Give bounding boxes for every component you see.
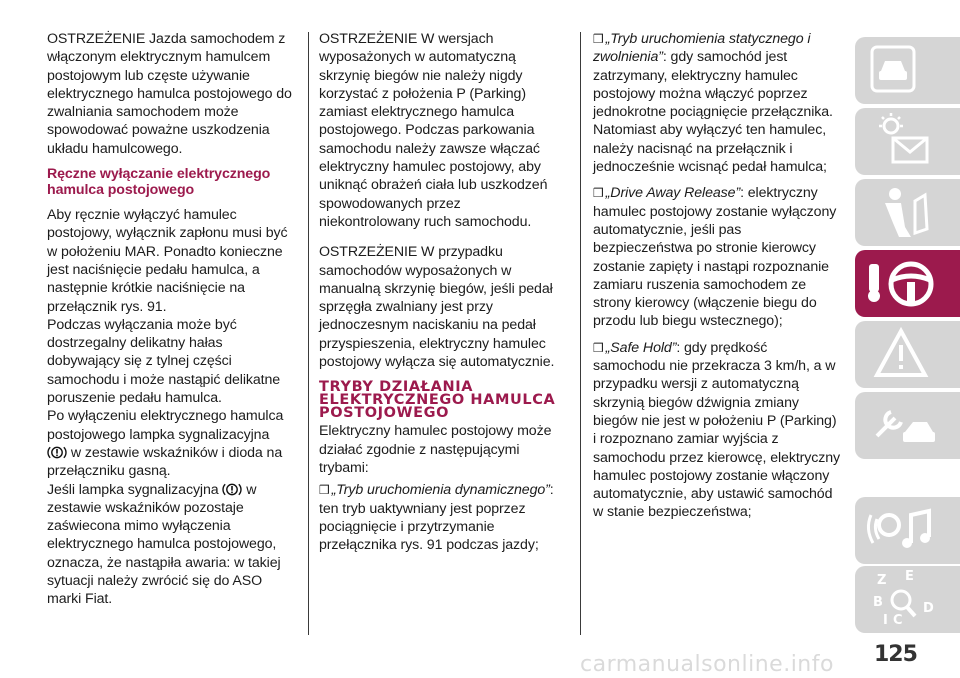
chapter-tab-safety[interactable] [855,179,960,246]
checkbox-bullet-icon: ❒ [593,340,604,355]
warning-paragraph-1: OSTRZEŻENIE Jazda samochodem z włączonym elektrycznym hamulcem postojowym lub częste używanie elektrycznego hamulca postojowego do zwalniania samochodem może spowodować poważne uszkodzenia układu hamulcowego. [47,31,292,157]
parking-brake-lamp-icon [47,445,67,460]
svg-text:D: D [923,601,934,616]
column-divider [580,32,581,635]
page-number: 125 [874,642,917,667]
mode-name: „Tryb uruchomienia dynamicznego” [331,482,550,499]
column-2 [319,30,565,562]
multimedia-icon [855,497,960,564]
lamp-off-text-b: w zestawie wskaźników i dioda na przełączniku gasną. [47,444,283,480]
key-steering-wheel-icon [855,250,960,317]
checkbox-bullet-icon: ❒ [319,483,330,498]
list-item-mode-dynamic [319,481,565,554]
mode-description: : gdy prędkość samochodu nie przekracza 3 km/h, a w przypadku wersji z automatyczną skrzynią biegów dźwignia zmiany biegów nie jest w położeniu P (Parking) i rozpoznano zamiar wyjścia z samochodu przez kierowcę, elektryczny hamulec postojowy zostanie włączony automatycznie, aby ustawić samochód w stanie bezpieczeństwa; [593,339,841,521]
mode-name: „Tryb uruchomienia statycznego i zwolnienia” [593,31,811,66]
chapter-tab-multimedia[interactable] [855,497,960,564]
column-divider [308,32,309,635]
lamp-failure-text-a: Jeśli lampka sygnalizacyjna [47,481,219,498]
paragraph-modes-intro: Elektryczny hamulec postojowy może działać zgodnie z następującymi trybami: [319,423,552,476]
warning-paragraph-3: OSTRZEŻENIE W przypadku samochodów wyposażonych w manualną skrzynię biegów, jeśli pedał sprzęgła zwalniany jest przy jednoczesnym naciskaniu na pedał przyspieszenia, elektryczny hamulec postojowy wyłącza się automatycznie. [319,244,555,371]
mode-name: „Drive Away Release” [605,185,741,202]
warning-paragraph-2: OSTRZEŻENIE W wersjach wyposażonych w automatyczną skrzynię biegów nie należy nigdy korzystać z położenia P (Parking) zamiast elektrycznego hamulca postojowego. Podczas parkowania samochodu należy zawsze włączać elektryczny hamulec postojowy, aby uniknąć obrażeń ciała lub uszkodzeń spowodowanych przez niekontrolowany ruch samochodu. [319,31,548,230]
warning-triangle-icon [855,321,960,388]
watermark: carmanualsonline.info [580,652,834,677]
list-item-mode-safe-hold [593,339,843,522]
checkbox-bullet-icon: ❒ [593,32,604,46]
car-dashboard-icon [855,37,960,104]
svg-text:I: I [883,613,888,628]
svg-text:Z: Z [877,573,887,588]
wrench-car-icon [855,392,960,459]
chapter-tab-starting-driving[interactable] [855,250,960,317]
chapter-tab-maintenance[interactable] [855,392,960,459]
paragraph-lamp-failure [47,481,299,609]
checkbox-bullet-icon: ❒ [593,186,604,201]
mode-description: : ten tryb uaktywniany jest poprzez pociągnięcie i przytrzymanie przełącznika rys. 91 podczas jazdy; [319,482,554,554]
mode-name: „Safe Hold” [605,339,677,356]
mode-description: : elektryczny hamulec postojowy zostanie wyłączony automatycznie, jeśli pas bezpieczeństwa po stronie kierowcy zostanie zapięty i nastąpi rozpoznanie zamiaru ruszenia samochodem ze strony kierowcy (włączenie biegu do przodu lub biegu wstecznego); [593,185,837,330]
chapter-tab-emergency[interactable] [855,321,960,388]
list-item-mode-drive-away [593,184,843,330]
chapter-tab-lights[interactable] [855,108,960,175]
alphabetical-index-icon [855,566,960,633]
section-title-modes: TRYBY DZIAŁANIA ELEKTRYCZNEGO HAMULCA POSTOJOWEGO [319,379,556,422]
lamp-failure-text-b: w zestawie wskaźników pozostaje zaświecona mimo wyłączenia elektrycznego hamulca postojowego, oznacza, że nastąpiła awaria: w takiej sytuacji należy zwrócić się do ASO marki Fiat. [47,481,281,608]
column-3 [593,30,843,530]
svg-text:B: B [873,595,883,610]
chapter-tab-dashboard[interactable] [855,37,960,104]
svg-text:C: C [893,613,903,628]
column-1 [47,30,299,609]
parking-brake-lamp-icon [222,482,242,497]
list-item-mode-static [593,30,843,176]
lamp-off-text-a: Po wyłączeniu elektrycznego hamulca postojowego lampka sygnalizacyjna [47,408,284,443]
seatbelt-airbag-icon [855,179,960,246]
lights-mail-icon [855,108,960,175]
mode-description: : gdy samochód jest zatrzymany, elektryczny hamulec postojowy można włączyć poprzez jednokrotne pociągnięcie przełącznika. Natomiast aby wyłączyć ten hamulec, należy nacisnąć na przełącznik i jednocześnie wcisnąć pedał hamulca; [593,49,833,176]
chapter-tab-index[interactable] [855,566,960,633]
paragraph-manual-release: Aby ręcznie wyłączyć hamulec postojowy, wyłącznik zapłonu musi być w położeniu MAR. Ponadto konieczne jest naciśnięcie pedału hamulca, a następnie krótkie naciśnięcie na przełącznik rys. 91. [47,207,288,315]
svg-text:E: E [905,569,914,584]
subheading-manual-release: Ręczne wyłączanie elektrycznego hamulca postojowego [47,166,271,199]
paragraph-noise: Podczas wyłączania może być dostrzegalny delikatny hałas dobywający się z tylnej części samochodu i może nastąpić delikatne poruszenie pedału hamulca. [47,316,281,407]
paragraph-lamp-off [47,407,299,480]
